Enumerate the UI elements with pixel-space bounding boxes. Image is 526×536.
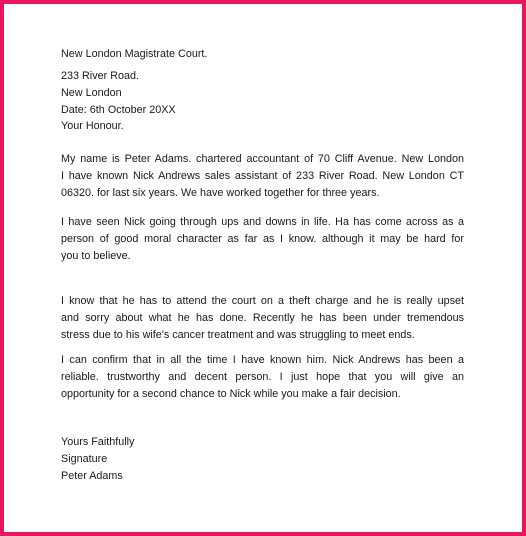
paragraph-line: stress due to his wife's cancer treatment and was struggling to meet ends. [61, 328, 415, 341]
paragraph-line: I can confirm that in all the time I have known him. Nick Andrews has been a [61, 354, 464, 366]
paragraph-3 [61, 293, 464, 343]
sender-name: Peter Adams [61, 469, 123, 482]
paragraph-line: opportunity for a second chance to Nick while you make a fair decision. [61, 387, 401, 400]
paragraph-line: I have seen Nick going through ups and downs in life. Ha has come across as a [61, 216, 464, 228]
recipient-address [61, 68, 464, 135]
valediction: Yours Faithfully [61, 436, 135, 448]
paragraph-line: you to believe. [61, 249, 131, 262]
paragraph-line: I have known Nick Andrews sales assistant of 233 River Road. New London CT [61, 169, 464, 182]
address-line-1: 233 River Road. [61, 70, 140, 82]
salutation: Your Honour. [61, 120, 124, 133]
paragraph-2 [61, 214, 464, 264]
letter-header [61, 46, 464, 63]
paragraph-line: and sorry about what he has done. Recently he has been under tremendous [61, 311, 464, 324]
paragraph-line: person of good moral character as far as I know. although it may be hard for [61, 232, 464, 245]
paragraph-line: 06320. for last six years. We have worked together for three years. [61, 186, 380, 199]
court-name: New London Magistrate Court. [61, 48, 208, 60]
paragraph-1 [61, 151, 464, 201]
paragraph-line: My name is Peter Adams. chartered accountant of 70 Cliff Avenue. New London [61, 153, 464, 165]
paragraph-line: reliable. trustworthy and decent person. I just hope that you will give an [61, 370, 464, 383]
paragraph-line: I know that he has to attend the court on a theft charge and he is really upset [61, 295, 464, 307]
address-line-2: New London [61, 86, 122, 99]
paragraph-4 [61, 352, 464, 402]
signature-line: Signature [61, 452, 108, 465]
letter-closing [61, 434, 464, 484]
letter-date: Date: 6th October 20XX [61, 103, 176, 116]
